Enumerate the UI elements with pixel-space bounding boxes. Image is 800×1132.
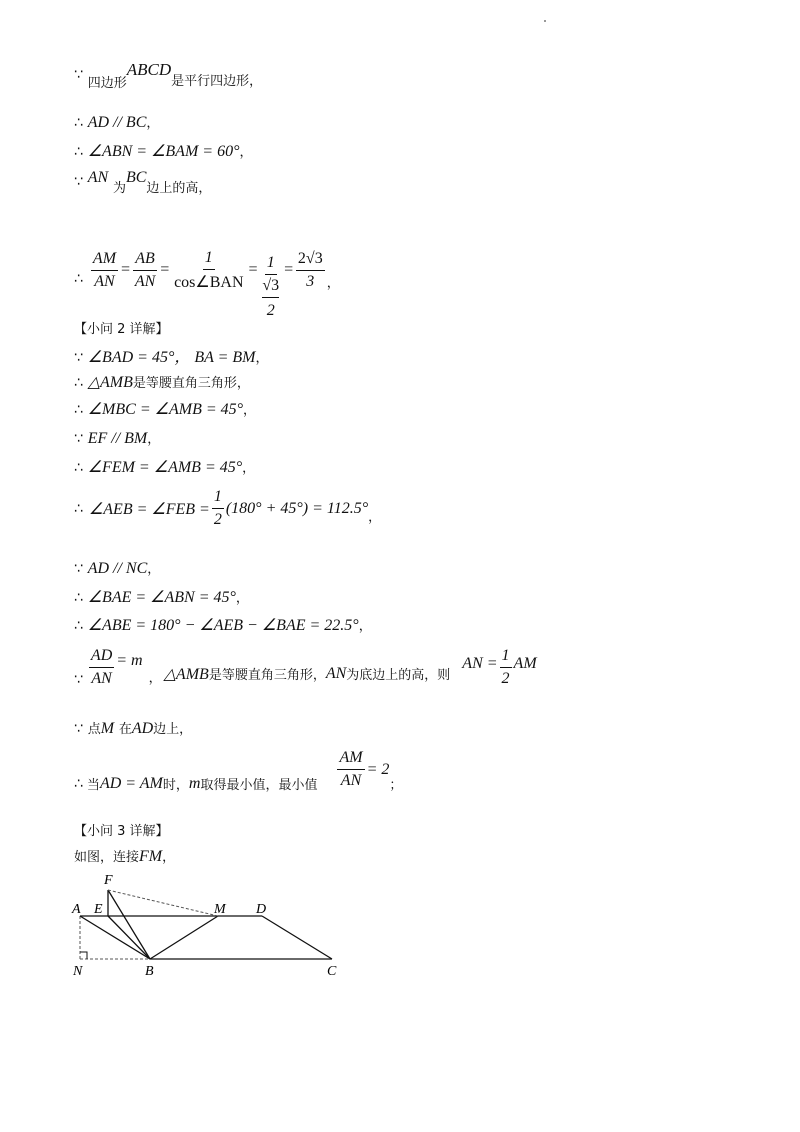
label-b: B (145, 964, 154, 979)
fraction-am-an: $\frac{AM}{AN}$ (92, 249, 117, 290)
line-17: ∵ 点M 在AD边上， (74, 720, 193, 737)
fraction-ad-an: $\frac{AD}{AN}$ (90, 646, 113, 687)
line-13: ∵ AD // NC， (74, 560, 161, 577)
line-11: ∴ ∠FEM = ∠AMB = 45°， (74, 459, 256, 476)
fraction-2root3-over-3: $\frac{2√3}{3}$ (297, 249, 323, 290)
line-18: ∴ 当 AD = AM 时， m 取得最小值，最小值 $\frac{AM}{AN}$ = 2 ； (74, 749, 403, 793)
label-n: N (73, 964, 83, 979)
segment-fb (108, 890, 150, 959)
right-angle-mark (80, 952, 87, 959)
geometry-figure (70, 868, 370, 983)
line-1: ∵ 四边形ABCD是平行四边形， (74, 60, 263, 91)
fraction-am-an-min: $\frac{AM}{AN}$ (339, 749, 363, 789)
label-c: C (327, 964, 337, 979)
fraction-1-root3-over-2: 1 √3 2 (262, 254, 280, 319)
label-d: D (256, 902, 267, 917)
segment-bm (150, 916, 218, 959)
fraction-half-2: $\frac{1}{2}$ (501, 646, 510, 687)
line-9: ∴ ∠MBC = ∠AMB = 45°， (74, 401, 257, 418)
fraction-1-cos: $\frac{1}{\text{cos∠BAN}}$ (174, 248, 244, 291)
line-20: 如图，连接FM， (74, 848, 176, 865)
line-12: ∴ ∠AEB = ∠FEB = $\frac{1}{2}$ (180° + 45°) = 112.5° ， (74, 488, 382, 528)
fraction-ab-an: $\frac{AB}{AN}$ (134, 249, 156, 290)
section-heading-2: 【小问 2 详解】 (74, 322, 169, 337)
label-f: F (104, 873, 113, 888)
line-15: ∴ ∠ABE = 180° − ∠AEB − ∠BAE = 22.5°， (74, 617, 372, 634)
line-3: ∴ ∠ABN = ∠BAM = 60°， (74, 143, 253, 160)
line-4: ∵ AN 为BC边上的高， (74, 169, 212, 196)
segment-fm (108, 890, 218, 916)
line-5-fraction-chain: ∴ $\frac{AM}{AN}$ = $\frac{AB}{AN}$ = $\frac{1}{\text{cos∠BAN}}$ = 1 √3 2 = $\frac{2√3}{3}$ ， (74, 248, 340, 319)
label-e: E (94, 902, 103, 917)
fraction-half: $\frac{1}{2}$ (213, 488, 222, 528)
page-mark (544, 20, 546, 22)
line-14: ∴ ∠BAE = ∠ABN = 45°， (74, 589, 249, 606)
section-heading-3: 【小问 3 详解】 (74, 824, 169, 839)
label-a: A (72, 902, 81, 917)
line-2: ∴ AD // BC， (74, 114, 160, 131)
line-16: ∵ $\frac{AD}{AN}$ = m ， △AMB 是等腰直角三角形， AN 为底边上的高，则 AN = $\frac{1}{2}$ AM (74, 646, 537, 688)
line-8: ∴ △AMB是等腰直角三角形， (74, 374, 250, 391)
segment-dc (262, 916, 332, 959)
line-7: ∵ ∠BAD = 45°， BA = BM， (74, 349, 269, 366)
line-10: ∵ EF // BM， (74, 430, 161, 447)
label-m: M (214, 902, 226, 917)
